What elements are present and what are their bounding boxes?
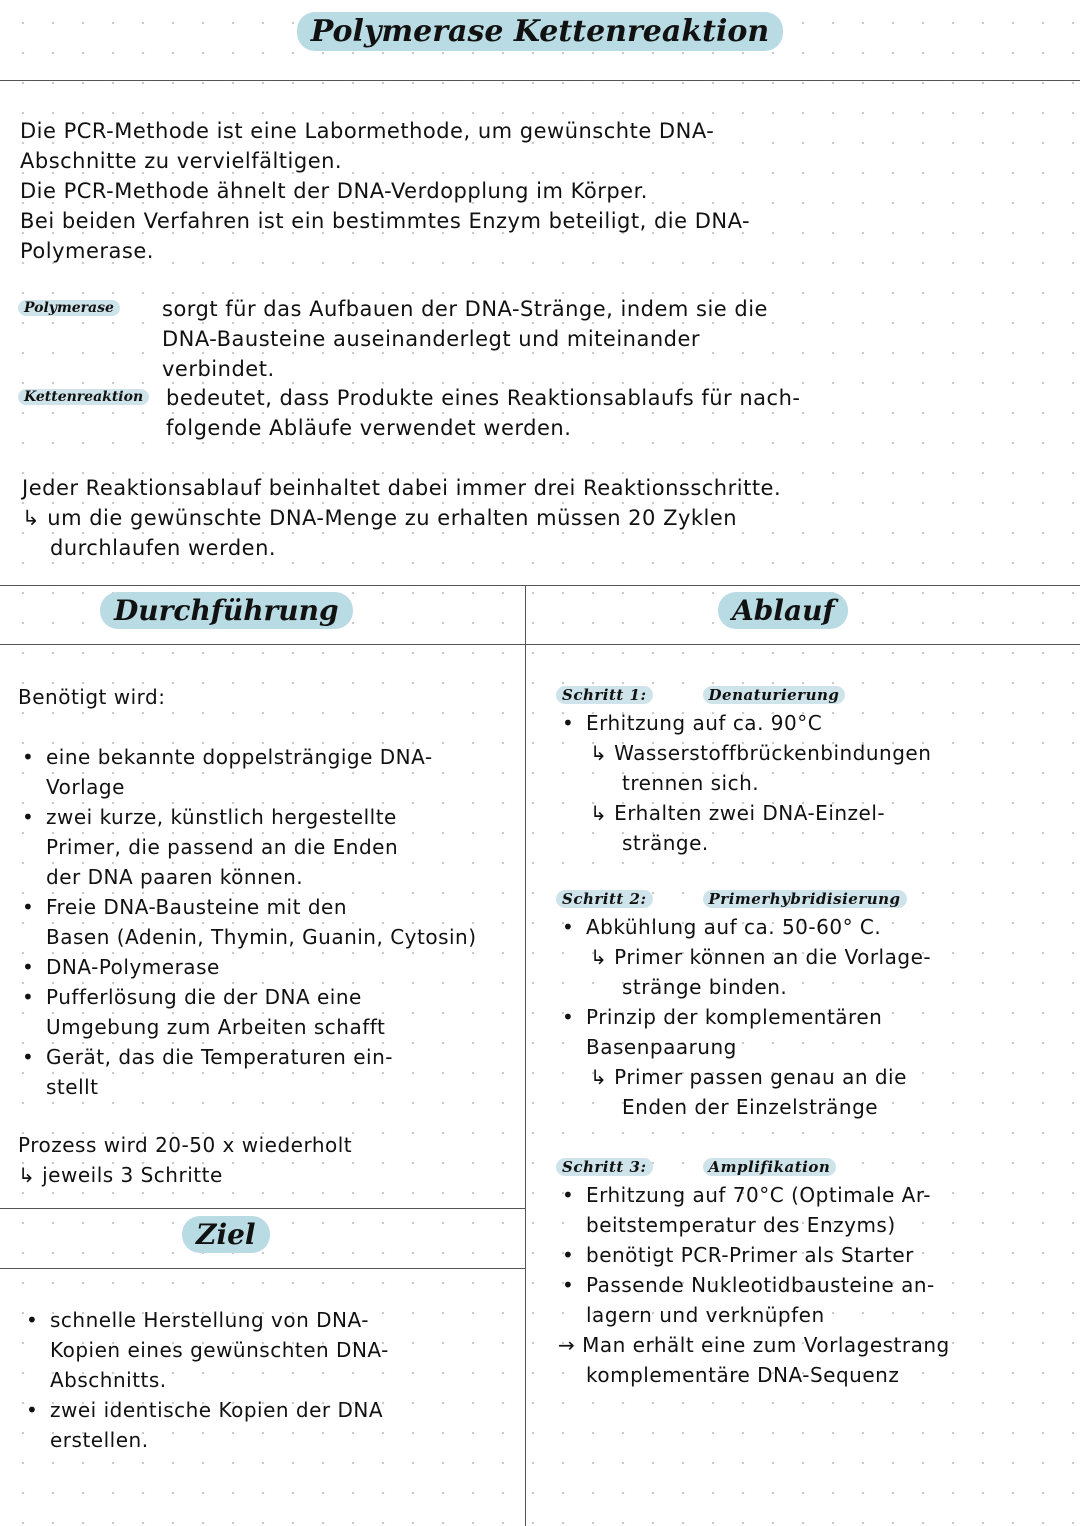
text-line: • zwei kurze, künstlich hergestellte bbox=[46, 805, 397, 829]
heading-ablauf-wrap bbox=[718, 594, 848, 627]
list-item bbox=[22, 1395, 389, 1455]
heading-ziel-wrap bbox=[182, 1218, 270, 1251]
bullet-icon: • bbox=[562, 1273, 575, 1297]
summary-paragraph bbox=[22, 473, 781, 563]
text-line: Enden der Einzelstränge bbox=[622, 1095, 879, 1119]
text-line: • benötigt PCR-Primer als Starter bbox=[556, 1240, 950, 1270]
divider bbox=[0, 1268, 525, 1269]
text-line: • Prinzip der komplementären bbox=[556, 1002, 950, 1032]
text-line: • Erhitzung auf 70°C (Optimale Ar- bbox=[556, 1180, 950, 1210]
goal-list bbox=[22, 1305, 389, 1455]
text-line: folgende Abläufe verwendet werden. bbox=[166, 416, 572, 440]
text-line: Abschnitte zu vervielfältigen. bbox=[20, 149, 343, 173]
list-item bbox=[18, 742, 477, 802]
text-line: Benötigt wird: bbox=[18, 685, 166, 709]
text-line: Basenpaarung bbox=[586, 1035, 737, 1059]
text-line: • zwei identische Kopien der DNA bbox=[50, 1398, 384, 1422]
bullet-icon: • bbox=[562, 1183, 575, 1207]
list-item bbox=[18, 982, 477, 1042]
text-line: bedeutet, dass Produkte eines Reaktionsablaufs für nach- bbox=[166, 386, 801, 410]
durchfuehrung-content bbox=[18, 682, 477, 1190]
text-line: komplementäre DNA-Sequenz bbox=[586, 1363, 900, 1387]
text-line: der DNA paaren können. bbox=[46, 865, 304, 889]
step-header bbox=[556, 882, 950, 912]
list-item bbox=[18, 802, 477, 892]
text-line: • DNA-Polymerase bbox=[46, 955, 220, 979]
text-line: Basen (Adenin, Thymin, Guanin, Cytosin) bbox=[46, 925, 477, 949]
step-label: Schritt 3: bbox=[556, 1158, 653, 1176]
step-name: Amplifikation bbox=[703, 1158, 837, 1176]
text-line: stränge binden. bbox=[622, 975, 788, 999]
text-line: lagern und verknüpfen bbox=[586, 1303, 825, 1327]
column-divider bbox=[525, 585, 526, 1526]
text-line: ↳ jeweils 3 Schritte bbox=[18, 1163, 223, 1187]
step-label: Schritt 1: bbox=[556, 686, 653, 704]
text-line: Prozess wird 20-50 x wiederholt bbox=[18, 1133, 353, 1157]
text-line: Jeder Reaktionsablauf beinhaltet dabei immer drei Reaktionsschritte. bbox=[22, 476, 782, 500]
text-line: ↳ um die gewünschte DNA-Menge zu erhalten müssen 20 Zyklen bbox=[22, 506, 738, 530]
list-item bbox=[18, 952, 477, 982]
ziel-content bbox=[22, 1305, 389, 1455]
bullet-icon: • bbox=[562, 1005, 575, 1029]
bullet-icon: • bbox=[562, 1243, 575, 1267]
step-name: Primerhybridisierung bbox=[703, 890, 907, 908]
heading-durchfuehrung: Durchführung bbox=[100, 592, 353, 629]
step-header bbox=[556, 1150, 950, 1180]
text-line: Umgebung zum Arbeiten schafft bbox=[46, 1015, 386, 1039]
text-line: stellt bbox=[46, 1075, 99, 1099]
text-line: ↳ Primer passen genau an die bbox=[590, 1065, 907, 1089]
step-label: Schritt 2: bbox=[556, 890, 653, 908]
page-title: Polymerase Kettenreaktion bbox=[297, 12, 783, 51]
heading-ziel: Ziel bbox=[182, 1216, 270, 1253]
text-line: beitstemperatur des Enzyms) bbox=[586, 1213, 896, 1237]
divider bbox=[0, 644, 1080, 645]
definition-kettenreaktion bbox=[166, 383, 800, 443]
text-line: ↳ Wasserstoffbrückenbindungen bbox=[590, 741, 932, 765]
text-line: ↳ Primer können an die Vorlage- bbox=[590, 945, 932, 969]
intro-paragraph bbox=[20, 116, 750, 266]
text-line: Die PCR-Methode ist eine Labormethode, um gewünschte DNA- bbox=[20, 119, 715, 143]
text-line: Abschnitts. bbox=[50, 1368, 167, 1392]
text-line: Kopien eines gewünschten DNA- bbox=[50, 1338, 389, 1362]
term-polymerase: Polymerase bbox=[18, 300, 120, 316]
text-line: • Gerät, das die Temperaturen ein- bbox=[46, 1045, 393, 1069]
heading-durchfuehrung-wrap bbox=[100, 594, 353, 627]
text-line: ↳ Erhalten zwei DNA-Einzel- bbox=[590, 801, 886, 825]
text-line: • Erhitzung auf ca. 90°C bbox=[556, 708, 950, 738]
heading-ablauf: Ablauf bbox=[718, 592, 848, 629]
text-line: → Man erhält eine zum Vorlagestrang bbox=[558, 1333, 950, 1357]
definition-polymerase bbox=[162, 294, 768, 384]
text-line: • Passende Nukleotidbausteine an- bbox=[556, 1270, 950, 1300]
step-name: Denaturierung bbox=[703, 686, 846, 704]
step-header bbox=[556, 678, 950, 708]
list-item bbox=[22, 1305, 389, 1395]
text-line: • schnelle Herstellung von DNA- bbox=[50, 1308, 369, 1332]
text-line: erstellen. bbox=[50, 1428, 149, 1452]
text-line: • Abkühlung auf ca. 50-60° C. bbox=[556, 912, 950, 942]
text-line: trennen sich. bbox=[622, 771, 760, 795]
divider bbox=[0, 80, 1080, 81]
text-line: durchlaufen werden. bbox=[50, 536, 277, 560]
bullet-icon: • bbox=[562, 915, 575, 939]
text-line: • Pufferlösung die der DNA eine bbox=[46, 985, 362, 1009]
page-title-wrap bbox=[0, 14, 1080, 49]
text-line: Vorlage bbox=[46, 775, 125, 799]
text-line: Bei beiden Verfahren ist ein bestimmtes Enzym beteiligt, die DNA- bbox=[20, 209, 751, 233]
requirements-list bbox=[18, 742, 477, 1102]
list-item bbox=[18, 1042, 477, 1102]
text-line: • eine bekannte doppelsträngige DNA- bbox=[46, 745, 433, 769]
divider bbox=[0, 1208, 525, 1209]
term-kettenreaktion: Kettenreaktion bbox=[18, 389, 149, 405]
text-line: stränge. bbox=[622, 831, 709, 855]
text-line: Primer, die passend an die Enden bbox=[46, 835, 399, 859]
text-line: DNA-Bausteine auseinanderlegt und miteinander bbox=[162, 327, 701, 351]
ablauf-content bbox=[556, 678, 950, 1390]
text-line: Polymerase. bbox=[20, 239, 154, 263]
divider bbox=[0, 585, 1080, 586]
list-item bbox=[18, 892, 477, 952]
text-line: • Freie DNA-Bausteine mit den bbox=[46, 895, 347, 919]
text-line: sorgt für das Aufbauen der DNA-Stränge, indem sie die bbox=[162, 297, 768, 321]
text-line: Die PCR-Methode ähnelt der DNA-Verdopplung im Körper. bbox=[20, 179, 648, 203]
text-line: verbindet. bbox=[162, 357, 275, 381]
bullet-icon: • bbox=[562, 711, 575, 735]
